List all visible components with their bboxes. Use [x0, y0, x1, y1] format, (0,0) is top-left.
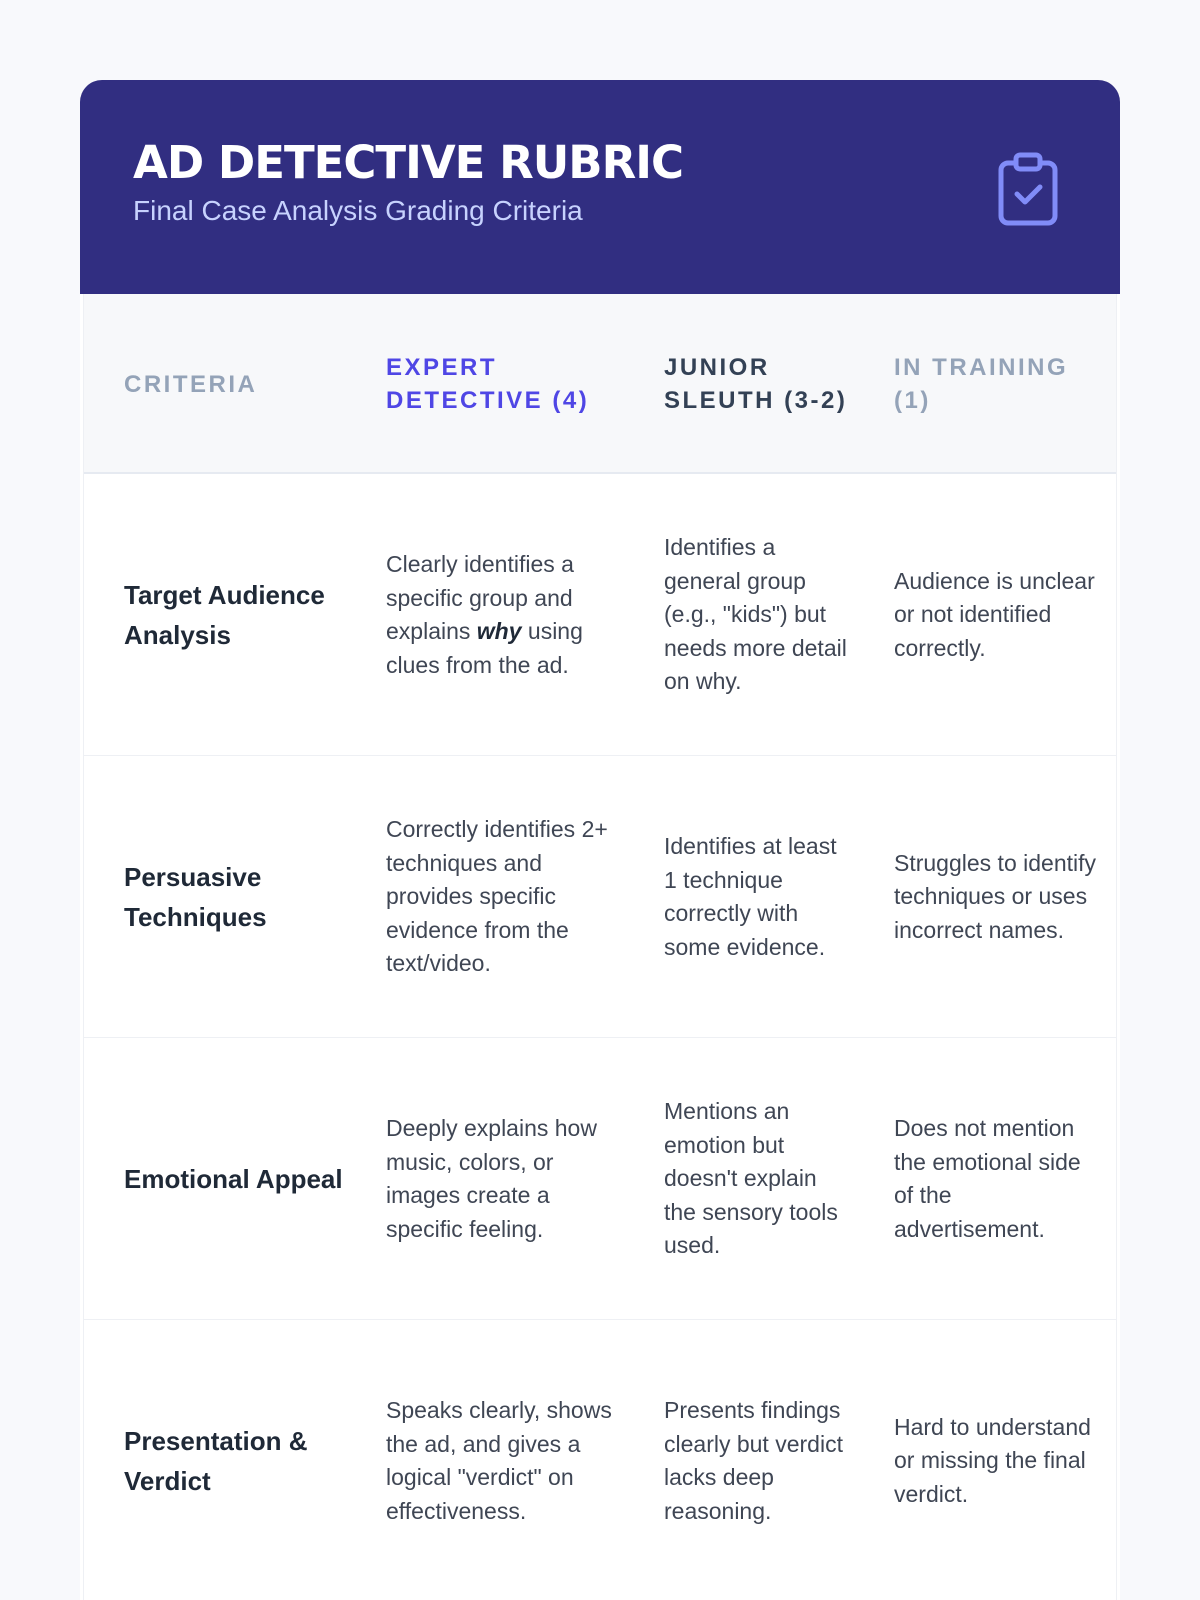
junior-description: Identifies at least 1 technique correctly with some evidence. [664, 833, 837, 960]
training-description: Struggles to identify techniques or uses incorrect names. [894, 849, 1097, 943]
column-header-training: IN TRAINING (1) [894, 354, 1069, 414]
training-cell [894, 1038, 1099, 1320]
expert-description: Correctly identifies 2+ techniques and provides specific evidence from the text/video. [386, 816, 608, 977]
rubric-table [83, 294, 1117, 1600]
table-row [84, 474, 1116, 756]
expert-cell [386, 474, 616, 756]
rubric-header [80, 80, 1120, 294]
expert-description: Speaks clearly, shows the ad, and gives a logical "verdict" on effectiveness. [386, 1397, 612, 1524]
training-description: Does not mention the emotional side of the advertisement. [894, 1115, 1081, 1242]
training-cell [894, 756, 1099, 1038]
training-cell [894, 474, 1099, 756]
column-header-junior: JUNIOR SLEUTH (3-2) [664, 354, 848, 414]
rubric-card [80, 80, 1120, 1600]
criteria-label: Target Audience Analysis [124, 580, 325, 650]
expert-cell [386, 1038, 616, 1320]
column-header-criteria: CRITERIA [124, 370, 258, 398]
column-header-expert: EXPERT DETECTIVE (4) [386, 354, 590, 414]
page-title: AD DETECTIVE RUBRIC [133, 136, 683, 189]
junior-description: Identifies a general group (e.g., "kids") but needs more detail on why. [664, 534, 847, 695]
page-subtitle: Final Case Analysis Grading Criteria [133, 195, 583, 226]
training-description: Hard to understand or missing the final verdict. [894, 1413, 1091, 1507]
junior-cell [664, 1320, 854, 1600]
table-row [84, 1038, 1116, 1320]
junior-description: Presents findings clearly but verdict lacks deep reasoning. [664, 1397, 843, 1524]
criteria-label: Presentation & Verdict [124, 1426, 308, 1496]
criteria-cell [124, 1320, 364, 1600]
table-row [84, 756, 1116, 1038]
criteria-label: Persuasive Techniques [124, 862, 267, 932]
expert-description: Deeply explains how music, colors, or images create a specific feeling. [386, 1115, 597, 1242]
junior-cell [664, 756, 854, 1038]
criteria-cell [124, 756, 364, 1038]
training-cell [894, 1320, 1099, 1600]
criteria-cell [124, 1038, 364, 1320]
expert-cell [386, 1320, 616, 1600]
table-row [84, 1320, 1116, 1600]
clipboard-check-icon [998, 152, 1058, 226]
training-description: Audience is unclear or not identified correctly. [894, 567, 1095, 661]
emphasis-why: why [476, 618, 522, 644]
junior-cell [664, 474, 854, 756]
junior-description: Mentions an emotion but doesn't explain the sensory tools used. [664, 1098, 838, 1259]
expert-cell [386, 756, 616, 1038]
junior-cell [664, 1038, 854, 1320]
criteria-cell [124, 474, 364, 756]
criteria-label: Emotional Appeal [124, 1164, 343, 1194]
expert-description: Clearly identifies a specific group and explains why using clues from the ad. [386, 551, 583, 678]
table-header-row [84, 294, 1116, 474]
